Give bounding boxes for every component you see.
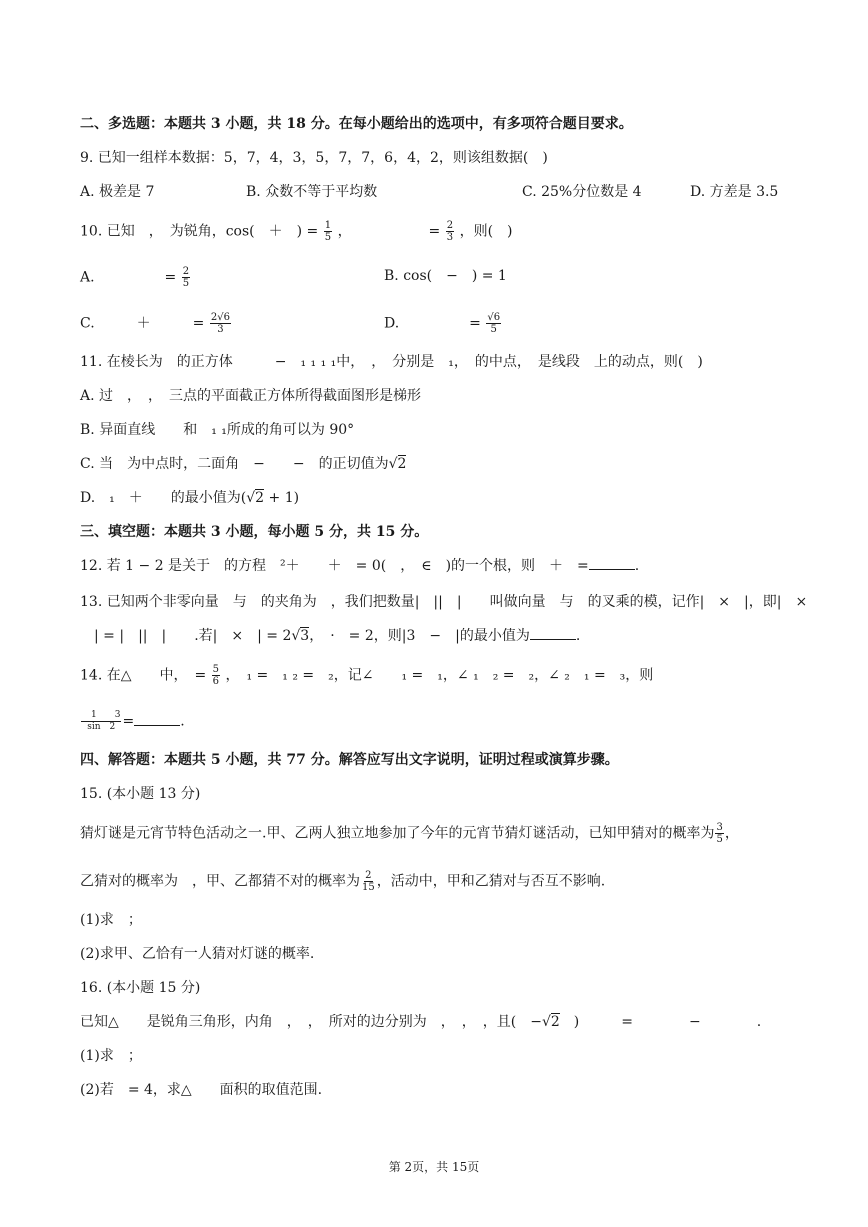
question-13-line-2: | = | || | .若| × | = 2√3， · = 2，则|3 − |的最小值为 . — [80, 628, 581, 644]
answer-blank — [530, 627, 576, 640]
question-10-option-a: A. = $\frac{2}{5}$ — [80, 266, 190, 289]
question-15-line-2: 乙猜对的概率为 ，甲、乙都猜不对的概率为 $\frac{2}{15}$ ，活动中，甲和乙猜对与否互不影响. — [80, 870, 606, 893]
fraction: $\frac{3}{5}$ — [716, 822, 723, 845]
question-10-option-c: C. ＋ = $\frac{2√6}{3}$ — [80, 312, 230, 335]
question-15-line-1: 猜灯谜是元宵节特色活动之一.甲、乙两人独立地参加了今年的元宵节猜灯谜活动，已知甲猜对的概率为 $\frac{3}{5}$ ， — [80, 822, 739, 845]
question-15-part-1: (1)求 ； — [80, 912, 142, 928]
question-11-option-d: D. ₁ ＋ 的最小值为(√2 + 1) — [80, 490, 300, 506]
question-11-option-a: A. 过 ， ， 三点的平面截正方体所得截面图形是梯形 — [80, 388, 422, 404]
question-11-stem: 11. 在棱长为 的正方体 − ₁ ₁ ₁ ₁中， ， 分别是 ₁， 的中点， 是线段 上的动点，则( ) — [80, 354, 703, 370]
question-16-head: 16. (本小题 15 分) — [80, 980, 201, 996]
answer-blank — [589, 557, 635, 570]
page-footer: 第 2页，共 15页 — [388, 1160, 480, 1174]
fraction: $\frac{2√6}{3}$ — [210, 312, 230, 335]
question-16-line-1: 已知△ 是锐角三角形，内角 ， ， 所对的边分别为 ， ， ，且( −√2 ) = − . — [80, 1014, 762, 1030]
fraction: $\frac{1}{5}$ — [324, 220, 332, 243]
fraction: $\frac{2}{3}$ — [446, 220, 454, 243]
question-15-part-2: (2)求甲、乙恰有一人猜对灯谜的概率. — [80, 946, 315, 962]
fraction: $\frac{2}{15}$ — [362, 870, 375, 893]
question-10-stem: 10. 已知 ， 为锐角，cos( ＋ ) = $\frac{1}{5}$ ， = $\frac{2}{3}$ ，则( ) — [80, 220, 513, 243]
fraction: $\frac{5}{6}$ — [212, 664, 220, 687]
question-9-option-c: C. 25%分位数是 4 — [522, 184, 642, 200]
question-15-head: 15. (本小题 13 分) — [80, 786, 201, 802]
question-14-line-1: 14. 在△ 中， = $\frac{5}{6}$ ， ₁ = ₁ ₂ = ₂，记∠ ₁ = ₁，∠ ₁ ₂ = ₂，∠ ₂ ₁ = ₃，则 — [80, 664, 654, 687]
question-9-stem: 9. 已知一组样本数据：5，7，4，3，5，7，7，6，4，2，则该组数据( ) — [80, 150, 548, 166]
section-title-solutions: 四、解答题：本题共 5 小题，共 77 分。解答应写出文字说明，证明过程或演算步骤。 — [80, 752, 619, 768]
question-9-option-b: B. 众数不等于平均数 — [246, 184, 378, 200]
question-9-option-d: D. 方差是 3.5 — [690, 184, 779, 200]
section-title-multiple-choice: 二、多选题：本题共 3 小题，共 18 分。在每小题给出的选项中，有多项符合题目要求。 — [80, 116, 633, 132]
question-12-stem: 12. 若 1 − 2 是关于 的方程 ²＋ ＋ = 0( ， ∈ )的一个根，则 ＋ = . — [80, 558, 640, 574]
question-10-option-b: B. cos( − ) = 1 — [384, 268, 507, 284]
section-title-fill-in: 三、填空题：本题共 3 小题，每小题 5 分，共 15 分。 — [80, 524, 429, 540]
question-10-option-d: D. = $\frac{√6}{5}$ — [384, 312, 501, 335]
question-11-option-b: B. 异面直线 和 ₁ ₁所成的角可以为 90° — [80, 422, 355, 438]
answer-blank — [134, 713, 180, 726]
question-14-line-2: $\frac{1 3}{\sin 2}$ = . — [82, 710, 185, 732]
question-16-part-2: (2)若 = 4，求△ 面积的取值范围. — [80, 1082, 323, 1098]
fraction: $\frac{2}{5}$ — [182, 266, 190, 289]
question-9-option-a: A. 极差是 7 — [80, 184, 155, 200]
question-11-option-c: C. 当 为中点时，二面角 − − 的正切值为√2 — [80, 456, 407, 472]
fraction: $\frac{√6}{5}$ — [487, 312, 501, 335]
question-13-line-1: 13. 已知两个非零向量 与 的夹角为 ，我们把数量| || | 叫做向量 与 的叉乘的模，记作| × |，即| × — [80, 594, 808, 610]
fraction: $\frac{1 3}{\sin 2}$ — [82, 710, 121, 732]
question-16-part-1: (1)求 ； — [80, 1048, 142, 1064]
